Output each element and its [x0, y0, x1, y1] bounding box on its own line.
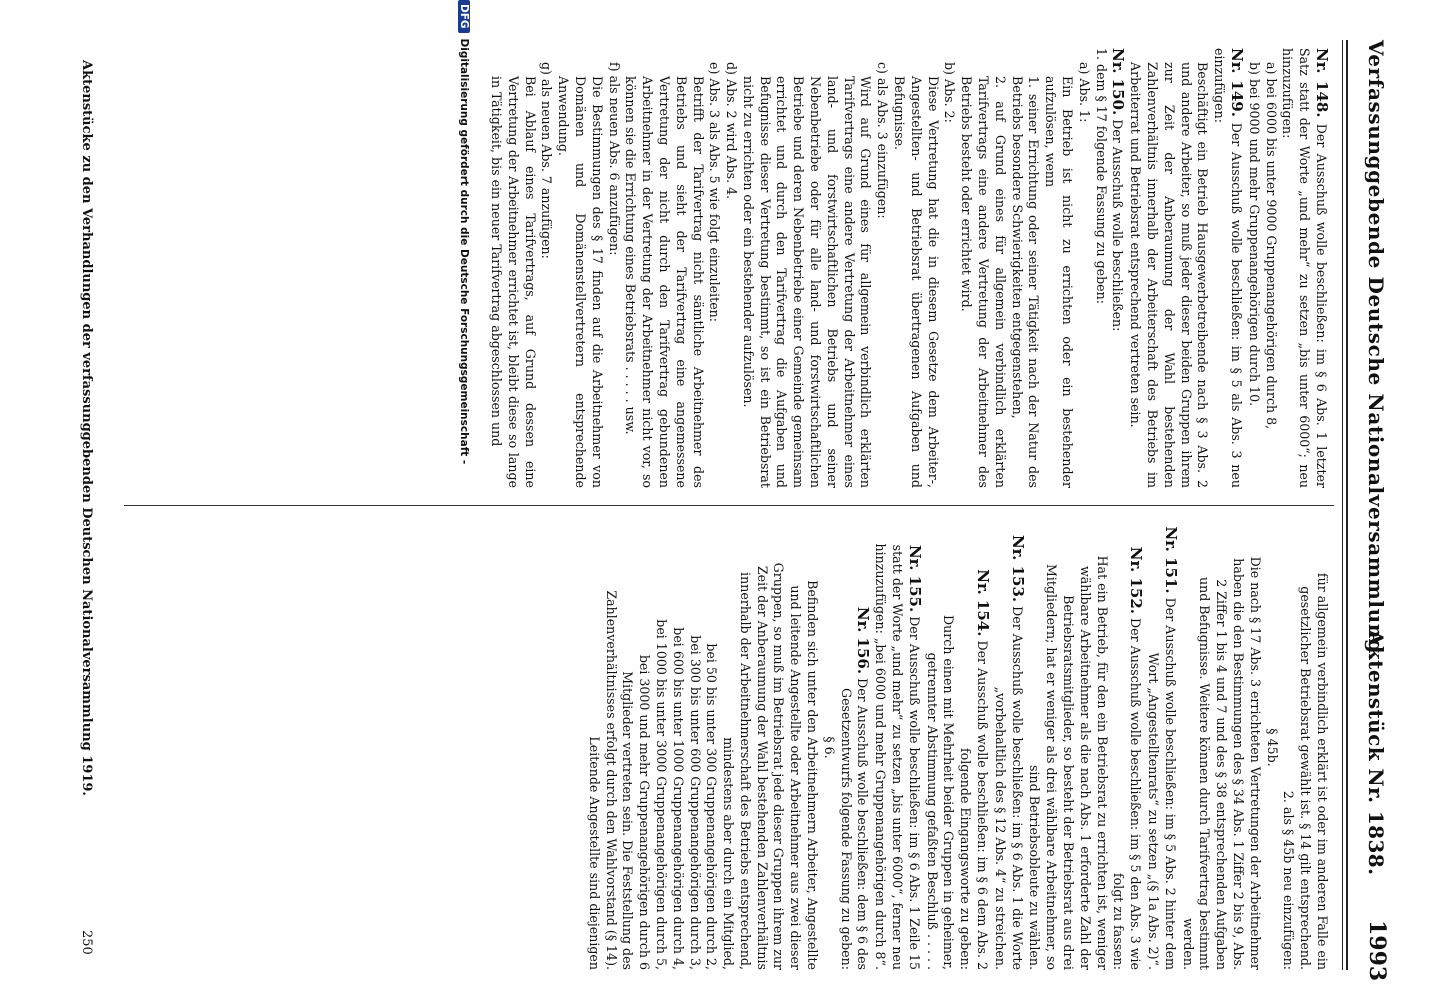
motion-text: Der Ausschuß wolle beschließen: im § 5 Abs. 2 hinter dem Wort „Angestelltenrats“ zu setzen „(§ 1a Abs. 2)“. [1146, 597, 1178, 970]
section-heading: § 6. [821, 736, 837, 759]
digitization-credit-text: Digitalisierung gefördert durch die Deutsche Forschungsgemeinschaft - [458, 38, 470, 465]
clause-item: 2. auf Grund eines für allgemein verbindlich erklärten Tarifvertrags eine andere Vertretung der Arbeitnehmer des Betriebs besteht oder errichtet wird. [959, 76, 1008, 488]
clause-item: Ein Betrieb ist nicht zu errichten oder ein bestehender aufzulösen, wenn [1043, 76, 1076, 488]
section-heading: § 45b. [1264, 728, 1280, 767]
header-rule-thin [1342, 40, 1343, 970]
header-title: Verfassunggebende Deutsche Nationalversammlung. [1364, 40, 1388, 662]
dfg-logo: DFG [458, 0, 470, 33]
motion-text: Der Ausschuß wolle beschließen: im § 5 den Abs. 3 wie folgt zu fassen: [1111, 618, 1144, 970]
clause-item: 1. seiner Errichtung oder seiner Tätigkeit nach der Natur des Betriebs besondere Schwierigkeiten entgegenstehen, [1009, 76, 1042, 488]
clause-item: a) bei 6000 bis unter 9000 Gruppenangehörigen durch 8, [1263, 62, 1279, 430]
motion-number: Nr. 148. [1313, 48, 1331, 118]
header-rule [1346, 40, 1348, 970]
motion-paragraph [1109, 48, 1127, 488]
clause-item: g) als neuen Abs. 7 anzufügen: [539, 62, 555, 259]
clause-item: Die nach § 17 Abs. 3 errichteten Vertretungen der Arbeitnehmer haben die den Bestimmungen des § 34 Abs. 1 Ziffer 2 bis 9, Abs. 2 Ziffer 1 bis 4 und 7 und des § 38 entsprechenden Aufgaben und Befugnisse. Weitere können durch Tarifvertrag bestimmt werden. [1180, 556, 1263, 970]
motion-text: Der Ausschuß wolle beschließen: im § 6 dem Abs. 2 folgende Eingangsworte zu geben: [958, 640, 991, 970]
motion-text: Der Ausschuß wolle beschließen: im § 6 Abs. 1 Zeile 15 statt der Worte „und mehr“ zu setzen „bis unter 6000“, ferner neu hinzuzufügen: „bei 6000 und mehr Gruppenangehörigen durch 8“. [873, 543, 922, 970]
motion-text: Der Ausschuß wolle beschließen: im § 5 als Abs. 3 neu einzufügen: [1212, 48, 1245, 488]
column-divider [124, 505, 1334, 506]
page-footer [79, 60, 94, 960]
clause-item: Beschäftigt ein Betrieb Hausgewerbetreibende nach § 3 Abs. 2 und andere Arbeiter, so muß jeder dieser beiden Gruppen ihrem zur Zeit der Anberaumung der Wahl bestehenden Zahlenverhältnis innerhalb der Arbeiterschaft des Betriebs im Arbeiterrat und Betriebsrat entsprechend vertreten sein. [1128, 62, 1211, 488]
clause-item: b) Abs. 2: [942, 62, 958, 123]
motion-number: Nr. 156. [854, 606, 873, 675]
motion-text: Der Ausschuß wolle beschließen: im § 6 Abs. 1 letzter Satz statt der Worte „und mehr“ zu setzen „bis unter 6000“; neu hinzuzufügen: [1280, 48, 1329, 488]
motion-number: Nr. 151. [1161, 526, 1180, 594]
clause-item: c) als Abs. 3 einzufügen: [875, 62, 891, 219]
clause-item: Betrifft der Tarifvertrag nicht sämtliche Arbeitnehmer des Betriebs und sieht der Tarifvertrag eine angemessene Vertretung der nicht durch den Tarifvertrag gebundenen Arbeitnehmer in der Vertretung der Arbeitnehmer nicht vor, so können sie die Errichtung eines Betriebsrats . . . . . usw. [623, 76, 706, 488]
motion-text: Der Ausschuß wolle beschließen: [1110, 119, 1126, 332]
motion-paragraph [871, 525, 922, 970]
clause-item: bei 600 bis unter 1000 Gruppenangehörigen durch 4, [670, 627, 686, 970]
clause-item: bei 3000 und mehr Gruppenangehörigen durch 6 [637, 654, 653, 970]
clause-item: Hat ein Betrieb, für den ein Betriebsrat zu errichten ist, weniger wählbare Arbeitnehmer als die nach Abs. 1 erforderte Zahl der Betriebsratsmitglieder, so besteht der Betriebsrat aus drei Mitgliedern; hat er weniger als drei wählbare Arbeitnehmer, so sind Betriebsobleute zu wählen. [1027, 555, 1110, 970]
motion-number: Nr. 154. [974, 569, 993, 637]
clause-item: d) Abs. 2 wird Abs. 4. [724, 62, 740, 200]
motion-number: Nr. 152. [1127, 546, 1146, 615]
clause-item: Diese Vertretung hat die in diesem Gesetze dem Arbeiter-, Angestellten- und Betriebsrat übertragenen Aufgaben und Befugnisse. [892, 76, 941, 488]
clause-item: bei 1000 bis unter 3000 Gruppenangehörigen durch 5, [653, 619, 669, 970]
motion-text: Der Ausschuß wolle beschließen: im § 6 Abs. 1 die Worte „vorbehaltlich des § 12 Abs. 4“ zu streichen. [992, 606, 1025, 970]
clause-item: 2. als § 45b neu einzufügen: [1281, 790, 1297, 970]
clause-item: e) Abs. 3 als Abs. 5 wie folgt einzuleiten: [707, 62, 723, 323]
motion-paragraph [1210, 48, 1245, 488]
clause-item: für allgemein verbindlich erklärt ist oder im anderen Falle ein gesetzlicher Betriebsrat gewählt ist. § 14 gilt entsprechend. [1298, 572, 1330, 970]
header-document-number: Aktenstück Nr. 1838. [1364, 630, 1388, 876]
motion-paragraph [1279, 48, 1330, 488]
clause-item: Wird auf Grund eines für allgemein verbindlich erklärten Tarifvertrags eine andere Vertretung der Arbeitnehmer eines land- und forstwirtschaftlichen Betriebs und seiner Nebenbetriebe oder für alle land- und forstwirtschaftlichen Betriebe und deren Nebenbetriebe einer Gemeinde gemeinsam errichtet und durch den Tarifvertrag die Aufgaben und Befugnisse dieser Vertretung bestimmt, so ist ein Betriebsrat nicht zu errichten oder ein bestehender aufzulösen. [740, 76, 874, 488]
page-header [1354, 40, 1394, 982]
motion-paragraph [991, 525, 1026, 970]
clause-item: 1. dem § 17 folgende Fassung zu geben: [1093, 48, 1109, 304]
clause-item: bei 300 bis unter 600 Gruppenangehörigen durch 3, [687, 635, 703, 970]
motion-paragraph [1144, 525, 1179, 970]
motion-paragraph [956, 525, 991, 970]
clause-item: Die Bestimmungen des § 17 finden auf die Arbeitnehmer von Domänen und Domänenstellvertretern entsprechende Anwendung. [556, 76, 605, 488]
motion-number: Nr. 155. [905, 544, 924, 613]
motion-text: Der Ausschuß wolle beschließen: dem § 6 des Gesetzentwurfs folgende Fassung zu geben: [838, 678, 871, 970]
left-column [487, 48, 1330, 488]
motion-number: Nr. 153. [1008, 534, 1027, 603]
clause-item: f) als neuen Abs. 6 anzufügen: [606, 62, 622, 256]
clause-item: a) Abs. 1: [1076, 62, 1092, 123]
motion-paragraph [837, 525, 872, 970]
right-column [585, 525, 1330, 970]
motion-number: Nr. 149. [1228, 48, 1247, 117]
footer-page-number: 250 [79, 930, 94, 955]
clause-item: Mitglieder vertreten sein. Die Feststellung des Zahlenverhältnisses erfolgt durch den Wahlvorstand (§ 14). Leitende Angestellte sind diejenigen [586, 590, 636, 970]
motion-paragraph [1110, 525, 1145, 970]
clause-item: Bei Ablauf eines Tarifvertrags, auf Grund dessen eine Vertretung der Arbeitnehmer errichtet ist, bleibt diese so lange in Tätigkeit, bis ein neuer Tarifvertrag abgeschlossen und [488, 76, 538, 488]
clause-item: bei 50 bis unter 300 Gruppenangehörigen durch 2, [704, 643, 720, 970]
header-page-number: 1993 [1364, 920, 1390, 982]
motion-number: Nr. 150. [1109, 48, 1128, 116]
digitization-credit [440, 0, 470, 1000]
clause-item: Befinden sich unter den Arbeitnehmern Arbeiter, Angestellte und leitende Angestellte oder Arbeitnehmer aus zwei dieser Gruppen, so muß im Betriebsrat jede dieser Gruppen ihrem zur Zeit der Anberaumung der Wahl bestehenden Zahlenverhältnis innerhalb der Arbeitnehmerschaft des Betriebs entsprechend, mindestens aber durch ein Mitglied, [721, 562, 821, 970]
clause-item: Durch einen mit Mehrheit beider Gruppen in geheimer, getrennter Abstimmung gefaßten Beschluß . . . . . [924, 615, 957, 970]
footer-text: Aktenstücke zu den Verhandlungen der verfassunggebenden Deutschen Nationalversammlung 1919. [79, 60, 94, 796]
clause-item: b) bei 9000 und mehr Gruppenangehörigen durch 10. [1246, 62, 1262, 407]
